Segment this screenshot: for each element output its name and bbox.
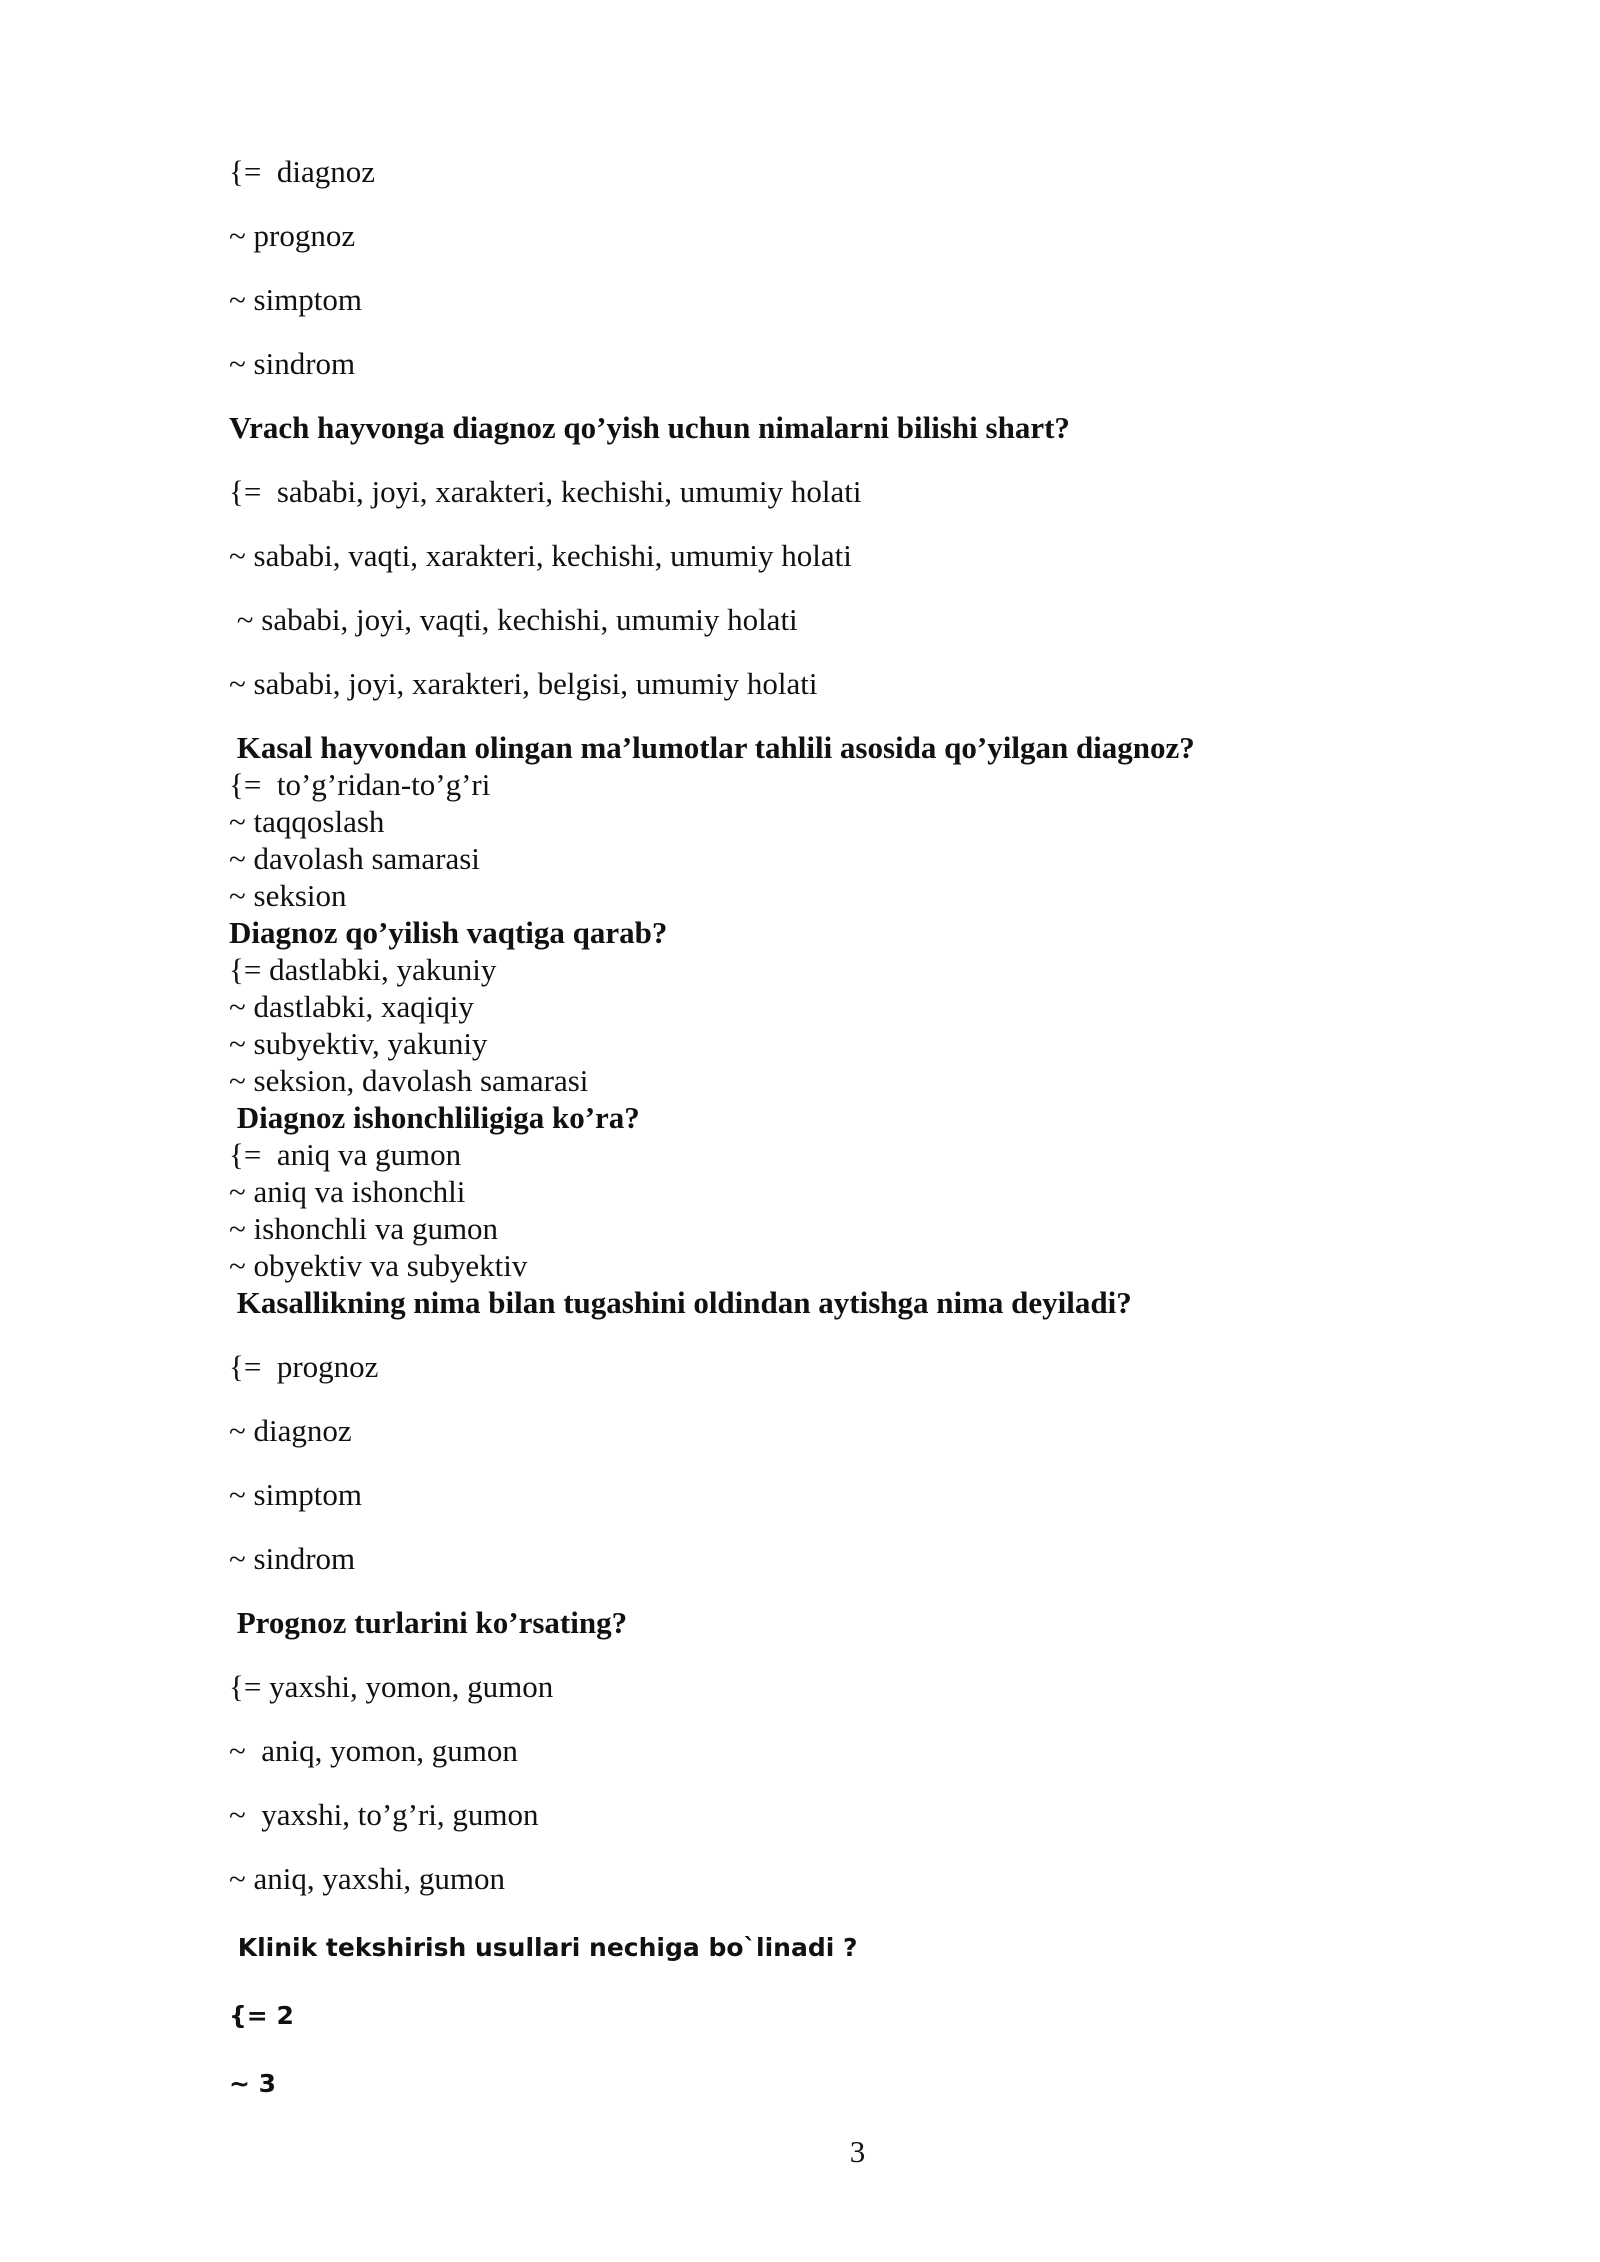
answer-option: {= dastlabki, yakuniy <box>229 952 497 987</box>
answer-option: ~ sindrom <box>229 1541 356 1576</box>
question: Diagnoz ishonchliligiga ko’ra? <box>229 1100 640 1135</box>
answer-option: {= 2 <box>229 2001 294 2030</box>
answer-option: {= to’g’ridan-to’g’ri <box>229 767 491 802</box>
answer-option: ~ 3 <box>229 2069 277 2098</box>
answer-option: {= sababi, joyi, xarakteri, kechishi, umumiy holati <box>229 474 862 509</box>
question: Klinik tekshirish usullari nechiga bo`linadi ? <box>229 1933 858 1962</box>
question: Diagnoz qo’yilish vaqtiga qarab? <box>229 915 668 950</box>
answer-option: ~ simptom <box>229 282 363 317</box>
question: Kasal hayvondan olingan ma’lumotlar tahlili asosida qo’yilgan diagnoz? <box>229 730 1195 765</box>
answer-option: ~ subyektiv, yakuniy <box>229 1026 488 1061</box>
answer-option: ~ sababi, joyi, xarakteri, belgisi, umumiy holati <box>229 666 818 701</box>
answer-option: ~ dastlabki, xaqiqiy <box>229 989 474 1024</box>
answer-option: ~ aniq, yaxshi, gumon <box>229 1861 505 1896</box>
answer-option: ~ sababi, vaqti, xarakteri, kechishi, umumiy holati <box>229 538 852 573</box>
answer-option: ~ sababi, joyi, vaqti, kechishi, umumiy holati <box>229 602 798 637</box>
question: Kasallikning nima bilan tugashini oldindan aytishga nima deyiladi? <box>229 1285 1132 1320</box>
answer-option: ~ prognoz <box>229 218 356 253</box>
answer-option: {= prognoz <box>229 1349 379 1384</box>
answer-option: ~ ishonchli va gumon <box>229 1211 499 1246</box>
question: Prognoz turlarini ko’rsating? <box>229 1605 628 1640</box>
answer-option: ~ sindrom <box>229 346 356 381</box>
answer-option: {= yaxshi, yomon, gumon <box>229 1669 554 1704</box>
answer-option: ~ simptom <box>229 1477 363 1512</box>
answer-option: ~ davolash samarasi <box>229 841 480 876</box>
answer-option: {= diagnoz <box>229 154 375 189</box>
question: Vrach hayvonga diagnoz qo’yish uchun nimalarni bilishi shart? <box>229 410 1070 445</box>
answer-option: ~ seksion <box>229 878 347 913</box>
answer-option: ~ obyektiv va subyektiv <box>229 1248 528 1283</box>
answer-option: {= aniq va gumon <box>229 1137 462 1172</box>
answer-option: ~ taqqoslash <box>229 804 385 839</box>
answer-option: ~ seksion, davolash samarasi <box>229 1063 589 1098</box>
answer-option: ~ diagnoz <box>229 1413 352 1448</box>
answer-option: ~ yaxshi, to’g’ri, gumon <box>229 1797 539 1832</box>
answer-option: ~ aniq, yomon, gumon <box>229 1733 518 1768</box>
answer-option: ~ aniq va ishonchli <box>229 1174 466 1209</box>
page-number: 3 <box>849 2134 866 2169</box>
